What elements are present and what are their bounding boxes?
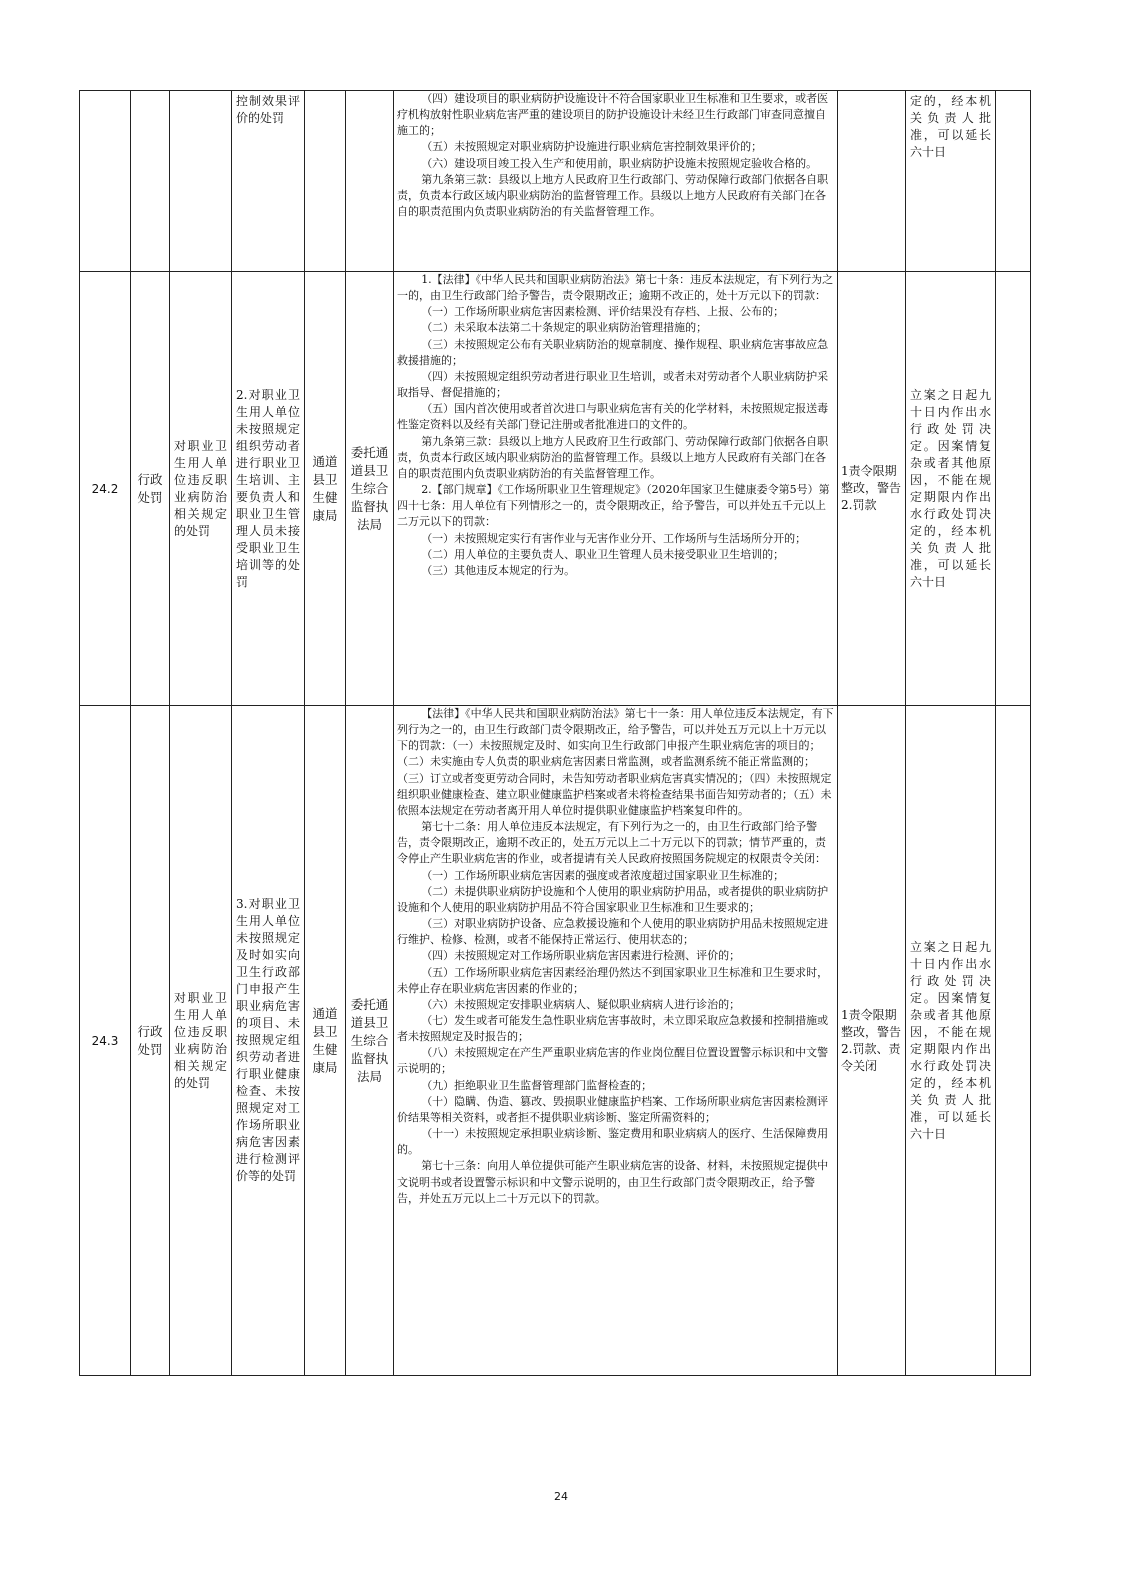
executor-cell: 委托通道县卫生综合监督执法局 [346, 706, 394, 1376]
basis-paragraph: 第九条第三款：县级以上地方人民政府卫生行政部门、劳动保障行政部门依据各自职责，负责本行政区域内职业病防治的监督管理工作。县级以上地方人民政府有关部门在各自的职责范围内负责职业病防治的有关监督管理工作。 [397, 434, 829, 480]
deadline-cell: 立案之日起九十日内作出水行政处罚决定。因案情复杂或者其他原因，不能在规定期限内作出水行政处罚决定的，经本机关负责人批准，可以延长六十日 [906, 272, 996, 706]
basis-paragraph: （六）未按照规定安排职业病病人、疑似职业病病人进行诊治的； [421, 997, 741, 1011]
category-cell [131, 91, 170, 272]
basis-paragraph: 2.【部门规章】《工作场所职业卫生管理规定》（2020年国家卫生健康委令第5号）第四十七条：用人单位有下列情形之一的，责令限期改正，给予警告，可以并处五千元以上二万元以下的罚款： [397, 483, 830, 529]
basis-paragraph: （四）未按照规定对工作场所职业病危害因素进行检测、评价的； [421, 949, 741, 963]
basis-paragraph: （四）未按照规定组织劳动者进行职业卫生培训，或者未对劳动者个人职业病防护采取指导、督促措施的； [397, 369, 829, 400]
table-row [80, 91, 1031, 272]
remark-cell [996, 706, 1031, 1376]
page-number: 24 [554, 1490, 568, 1503]
basis-paragraph: （三）未按照规定公布有关职业病防治的规章制度、操作规程、职业病危害事故应急救援措施的； [397, 337, 829, 367]
basis-paragraph: 1.【法律】《中华人民共和国职业病防治法》第七十条：违反本法规定，有下列行为之一的，由卫生行政部门给予警告，责令限期改正；逾期不改正的，处十万元以下的罚款： [397, 273, 834, 303]
authority-cell: 通道县卫生健康局 [305, 706, 346, 1376]
basis-paragraph: （五）工作场所职业病危害因素经治理仍然达不到国家职业卫生标准和卫生要求时，未停止存在职业病危害因素的作业的； [397, 965, 829, 995]
item-name-cell: 对职业卫生用人单位违反职业病防治相关规定的处罚 [170, 272, 232, 706]
sub-item-cell: 控制效果评价的处罚 [232, 91, 305, 272]
basis-paragraph: （五）国内首次使用或者首次进口与职业病危害有关的化学材料，未按照规定报送毒性鉴定资料以及经有关部门登记注册或者批准进口的文件的。 [397, 402, 829, 432]
basis-paragraph: 【法律】《中华人民共和国职业病防治法》第七十一条：用人单位违反本法规定，有下列行为之一的，由卫生行政部门责令限期改正，给予警告，可以并处五万元以上十万元以下的罚款：（一）未按照规定及时、如实向卫生行政部门申报产生职业病危害的项目的；（二）未实施由专人负责的职业病危害因素日常监测，或者监测系统不能正常监测的；（三）订立或者变更劳动合同时，未告知劳动者职业病危害真实情况的；（四）未按照规定组织职业健康检查、建立职业健康监护档案或者未将检查结果书面告知劳动者的；（五）未依照本法规定在劳动者离开用人单位时提供职业健康监护档案复印件的。 [397, 707, 834, 817]
basis-paragraph: 第七十二条：用人单位违反本法规定，有下列行为之一的，由卫生行政部门给予警告，责令限期改正，逾期不改正的，处五万元以上二十万元以下的罚款；情节严重的，责令停止产生职业病危害的作业，或者提请有关人民政府按照国务院规定的权限责令关闭： [397, 820, 826, 866]
basis-paragraph: （四）建设项目的职业病防护设施设计不符合国家职业卫生标准和卫生要求，或者医疗机构放射性职业病危害严重的建设项目的防护设施设计未经卫生行政部门审查同意擅自施工的； [397, 92, 829, 138]
category-cell: 行政处罚 [131, 706, 170, 1376]
basis-paragraph: （三）其他违反本规定的行为。 [421, 563, 576, 577]
basis-paragraph: （六）建设项目竣工投入生产和使用前，职业病防护设施未按照规定验收合格的。 [421, 156, 818, 170]
remark-cell [996, 91, 1031, 272]
basis-paragraph: 第七十三条：向用人单位提供可能产生职业病危害的设备、材料，未按照规定提供中文说明书或者设置警示标识和中文警示说明的，由卫生行政部门责令限期改正，给予警告，并处五万元以上二十万元以下的罚款。 [397, 1159, 829, 1205]
basis-paragraph: （五）未按照规定对职业病防护设施进行职业病危害控制效果评价的； [421, 140, 763, 154]
deadline-cell: 立案之日起九十日内作出水行政处罚决定。因案情复杂或者其他原因，不能在规定期限内作出水行政处罚决定的，经本机关负责人批准，可以延长六十日 [906, 706, 996, 1376]
item-name-cell: 对职业卫生用人单位违反职业病防治相关规定的处罚 [170, 706, 232, 1376]
authority-cell: 通道县卫生健康局 [305, 272, 346, 706]
basis-paragraph: （二）用人单位的主要负责人、职业卫生管理人员未接受职业卫生培训的； [421, 547, 785, 561]
item-name-cell [170, 91, 232, 272]
sub-item-cell: 2.对职业卫生用人单位未按照规定组织劳动者进行职业卫生培训、主要负责人和职业卫生管理人员未接受职业卫生培训等的处罚 [232, 272, 305, 706]
legal-basis-cell [394, 706, 838, 1376]
legal-basis-cell [394, 272, 838, 706]
basis-paragraph: 第九条第三款：县级以上地方人民政府卫生行政部门、劳动保障行政部门依据各自职责，负责本行政区域内职业病防治的监督管理工作。县级以上地方人民政府有关部门在各自的职责范围内负责职业病防治的有关监督管理工作。 [397, 172, 829, 219]
legal-basis-cell [394, 91, 838, 272]
basis-paragraph: （一）工作场所职业病危害因素的强度或者浓度超过国家职业卫生标准的； [421, 868, 785, 882]
table-row [80, 706, 1031, 1376]
basis-paragraph: （八）未按照规定在产生严重职业病危害的作业岗位醒目位置设置警示标识和中文警示说明的； [397, 1046, 829, 1076]
basis-paragraph: （十一）未按照规定承担职业病诊断、鉴定费用和职业病病人的医疗、生活保障费用的。 [397, 1127, 829, 1157]
basis-paragraph: （九）拒绝职业卫生监督管理部门监督检查的； [421, 1078, 653, 1092]
item-number [80, 91, 131, 272]
regulation-table [79, 90, 1031, 1376]
sub-item-cell: 3.对职业卫生用人单位未按照规定及时如实向卫生行政部门申报产生职业病危害的项目、未按照规定组织劳动者进行职业健康检查、未按照规定对工作场所职业病危害因素进行检测评价等的处罚 [232, 706, 305, 1376]
basis-paragraph: （二）未提供职业病防护设施和个人使用的职业病防护用品，或者提供的职业病防护设施和个人使用的职业病防护用品不符合国家职业卫生标准和卫生要求的； [397, 884, 829, 914]
remark-cell [996, 272, 1031, 706]
basis-paragraph: （三）对职业病防护设备、应急救援设施和个人使用的职业病防护用品未按照规定进行维护、检修、检测，或者不能保持正常运行、使用状态的； [397, 917, 829, 947]
penalty-cell [838, 91, 906, 272]
basis-paragraph: （二）未采取本法第二十条规定的职业病防治管理措施的； [421, 321, 708, 335]
basis-paragraph: （一）未按照规定实行有害作业与无害作业分开、工作场所与生活场所分开的； [421, 531, 807, 545]
table-row [80, 272, 1031, 706]
penalty-cell: 1责令限期整改，警告 2.罚款、责令关闭 [838, 706, 906, 1376]
deadline-cell: 定的，经本机关负责人批准，可以延长六十日 [906, 91, 996, 272]
authority-cell [305, 91, 346, 272]
basis-paragraph: （七）发生或者可能发生急性职业病危害事故时，未立即采取应急救援和控制措施或者未按照规定及时报告的； [397, 1013, 829, 1044]
basis-paragraph: （十）隐瞒、伪造、篡改、毁损职业健康监护档案、工作场所职业病危害因素检测评价结果等相关资料，或者拒不提供职业病诊断、鉴定所需资料的； [397, 1094, 829, 1124]
item-number: 24.2 [80, 272, 131, 706]
basis-paragraph: （一）工作场所职业病危害因素检测、评价结果没有存档、上报、公布的； [421, 305, 785, 319]
penalty-cell: 1责令限期整改，警告 2.罚款 [838, 272, 906, 706]
executor-cell [346, 91, 394, 272]
item-number: 24.3 [80, 706, 131, 1376]
executor-cell: 委托通道县卫生综合监督执法局 [346, 272, 394, 706]
category-cell: 行政处罚 [131, 272, 170, 706]
